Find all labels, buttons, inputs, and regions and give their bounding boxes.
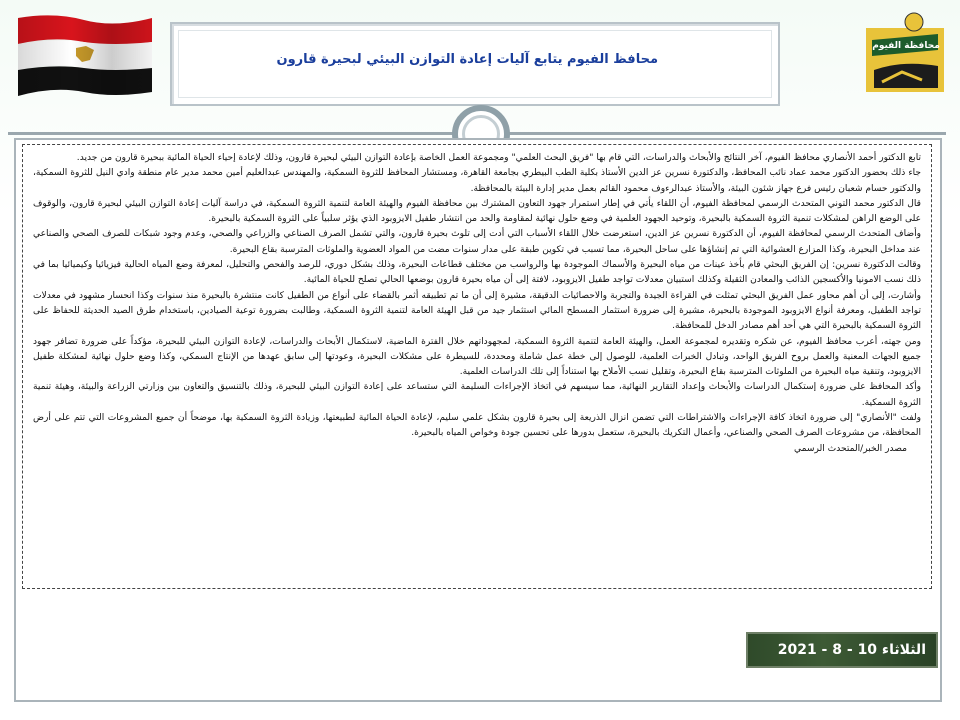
article-paragraph: وأضاف المتحدث الرسمي لمحافظة الفيوم، أن الدكتورة نسرين عز الدين، استعرضت خلال اللقاء الأسباب التي أدت إلى تلوث بحيرة قارون، والتي تشمل الصرف الصناعي والزراعي والصحي، وعدم وجود شبكات للصرف الصحي والصناعي عند مداخل البحيرة، وكذا المزارع العشوائية التي تم إنشاؤها على ساحل البحيرة، مما تسبب في تكوين طبقة على مدار سنوات مضت من المواد العضوية والملوثات المترسبة بقاع البحيرة. [33,229,921,255]
publish-date: الثلاثاء 10 - 8 - 2021 [777,642,926,658]
egypt-flag-image [14,12,154,98]
logo-text: محافظة الفيوم [872,41,940,51]
article-paragraph: وأكد المحافظ على ضرورة إستكمال الدراسات والأبحاث وإعداد التقارير النهائية، مما سيسهم في اتخاذ الإجراءات السليمة التي ستساعد على إعادة التوازن البيئي للبحيرة، وذلك بالتنسيق والتعاون بين وزارتي الزراعة والبيئة، وهيئة تنمية الثروة السمكية. [33,382,921,408]
article-paragraph: وأشارت، إلى أن أهم محاور عمل الفريق البحثي تمثلت في القراءة الجيدة والتجربة والاحصائيات الدقيقة، مشيرة إلى أن ما تم تطبيقه أثمر بالقضاء على أنواع من الطفيل كانت منتشرة بالبحيرة منذ سنوات وكذا انحسار مشهود في معدلات تواجد الطفيل، ومعرفة أنواع الايزوبود الموجودة بالبحيرة، مشيرة إلى ضرورة استثمار المسطح المائي استثمار جيد من قبل الهيئة العامة لتنمية الثروة السمكية، وطالبت بضرورة توعية الصيادين، باستخدام طرق الصيد الحديثة للحفاظ على الثروة السمكية بالبحيرة التي هي أحد أهم مصادر الدخل للمحافظة. [33,290,921,332]
article-paragraph: وقالت الدكتورة نسرين: إن الفريق البحثي قام بأخذ عينات من مياه البحيرة والأسماك الموجودة بها والرواسب من مختلف قطاعات البحيرة، وذلك بشكل دوري، للرصد والفحص والتحليل، لمعرفة وضع المياه الحالية فيزيائيا وكيميائيا بما في ذلك نسب الامونيا والأكسجين الذائب والمعادن الثقيلة وكذلك استبيان معدلات تواجد طفيل الايزوبود، لافتة إلى أن مياه بحيرة قارون بوضعها الحالي تصلح للحياة المائية. [33,260,921,286]
article-paragraph: ولفت "الأنصاري" إلى ضرورة اتخاذ كافة الإجراءات والاشتراطات التي تضمن انزال الذريعة إلى بحيرة قارون بشكل علمي سليم، لإعادة الحياة المائية لطبيعتها، وزيادة الثروة السمكية بها، موضحاً أن جميع المشروعات التي تتم على أرض المحافظة، من مشروعات الصرف الصحي والصناعي، وأعمال التكريك بالبحيرة، ستعمل بدورها على تحسين جودة وخواص المياه بالبحيرة. [33,413,921,439]
article-paragraph: قال الدكتور محمد التوني المتحدث الرسمي لمحافظة الفيوم، أن اللقاء يأتي في إطار استمرار جهود التعاون المشترك بين محافظة الفيوم والهيئة العامة لتنمية الثروة السمكية، في دراسة آليات إعادة التوازن البيئي لبحيرة قارون، والوقوف على الوضع الراهن لمشكلات تنمية الثروة السمكية بالبحيرة، وتوحيد الجهود العلمية في وضع حلول نهائية لمقاومة والحد من انتشار طفيل الايزوبود الذي يؤثر سلبياً على الثروة السمكية بالبحيرة. [33,198,921,225]
article-paragraph: جاء ذلك بحضور الدكتور محمد عماد نائب المحافظ، والدكتورة نسرين عز الدين الأستاذ بكلية الطب البيطري بجامعة القاهرة، ومستشار المحافظ للثروة السمكية، والمهندس عبدالعليم أمين محمد مدير عام منطقة وادي النيل للثروة السمكية، والدكتور حسام شعبان رئيس فرع جهاز شئون البيئة، والأستاذ عبدالرءوف محمود القائم بعمل مدير إدارة البيئة بالمحافظة. [33,168,921,194]
article-paragraph: ومن جهته، أعرب محافظ الفيوم، عن شكره وتقديره لمجموعة العمل، والهيئة العامة لتنمية الثروة السمكية، لمجهوداتهم خلال الفترة الماضية، لاستكمال الأبحاث والدراسات، لإعادة التوازن البيئي للبحيرة، مؤكداً على ضرورة تضافر جهود جميع الجهات المعنية والعمل بروح الفريق الواحد، وتبادل الخبرات العلمية، للوصول إلى خطة عمل شاملة ومحددة، للسيطرة على مشكلات البحيرة، وعودتها إلى سابق عهدها من الإنتاج السمكي، وكذا وضع حلول نهائية لمشكلة طفيل الايزوبود، وتنقية مياه البحيرة من الملوثات المترسبة بقاع البحيرة، وتقليل نسب الأملاح بها استناداً إلى تلك الدراسات العلمية. [33,336,921,378]
date-bar [746,632,938,668]
fayoum-governorate-logo [862,10,948,96]
news-source: مصدر الخبر/المتحدث الرسمي [794,443,907,454]
title-box [170,22,780,106]
article-title: محافظ الفيوم يتابع آليات إعادة التوازن البيئي لبحيرة قارون [276,52,658,67]
article-paragraph: تابع الدكتور أحمد الأنصاري محافظ الفيوم، آخر النتائج والأبحاث والدراسات، التي قام بها "فريق البحث العلمي" ومجموعة العمل الخاصة بإعادة التوازن البيئي لبحيرة قارون، وذلك لإعادة إحياء الحياة المائية ببحيرة قارون من جديد. [76,153,921,163]
article-body [22,144,932,589]
